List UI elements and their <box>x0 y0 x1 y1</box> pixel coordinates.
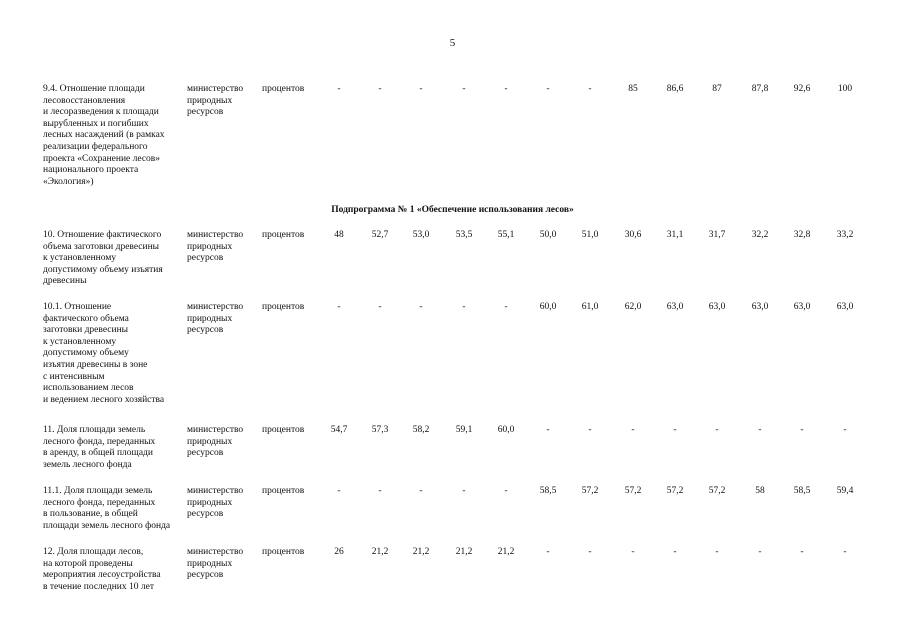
year-value: - <box>715 425 719 435</box>
year-value: - <box>588 425 592 435</box>
year-value: 63,0 <box>708 302 726 312</box>
year-value: 21,2 <box>497 547 515 557</box>
year-value: 58 <box>755 486 765 496</box>
year-value: 85 <box>628 84 638 94</box>
year-value: 60,0 <box>539 302 557 312</box>
year-value: - <box>758 425 762 435</box>
responsible-executor: министерство природных ресурсов <box>187 302 244 336</box>
year-value: 32,8 <box>793 230 811 240</box>
year-value: 33,2 <box>836 230 854 240</box>
year-value: - <box>337 84 341 94</box>
year-value: - <box>843 547 847 557</box>
year-value: 57,2 <box>581 486 599 496</box>
year-value: 63,0 <box>793 302 811 312</box>
year-value: 60,0 <box>497 425 515 435</box>
year-value: 57,3 <box>371 425 389 435</box>
year-value: - <box>631 547 635 557</box>
responsible-executor: министерство природных ресурсов <box>187 486 244 520</box>
year-value: 62,0 <box>624 302 642 312</box>
year-value: - <box>673 425 677 435</box>
year-value: 63,0 <box>666 302 684 312</box>
year-value: 26 <box>334 547 344 557</box>
year-value: - <box>504 302 508 312</box>
responsible-executor: министерство природных ресурсов <box>187 230 244 264</box>
year-value: 63,0 <box>836 302 854 312</box>
year-value: - <box>588 84 592 94</box>
year-value: 59,4 <box>836 486 854 496</box>
year-value: 30,6 <box>624 230 642 240</box>
year-value: - <box>419 486 423 496</box>
indicator-name: 10.1. Отношение фактического объема заготовки древесины к установленному допустимому объему изъятия древесины в зоне с интенсивным использованием лесов и ведением лесного хозяйства <box>43 302 165 405</box>
year-value: 87,8 <box>751 84 769 94</box>
responsible-executor: министерство природных ресурсов <box>187 425 244 459</box>
indicator-name: 9.4. Отношение площади лесовосстановления и лесоразведения к площади вырубленных и погибших лесных насаждений (в рамках реализации федерального проекта «Сохранение лесов» национального проекта «Экология») <box>43 84 165 187</box>
indicator-name: 12. Доля площади лесов, на которой проведены мероприятия лесоустройства в течение последних 10 лет <box>43 547 161 592</box>
year-value: 58,2 <box>412 425 430 435</box>
year-value: 51,0 <box>581 230 599 240</box>
unit-of-measure: процентов <box>262 547 305 557</box>
unit-of-measure: процентов <box>262 486 305 496</box>
year-value: - <box>715 547 719 557</box>
year-value: 63,0 <box>751 302 769 312</box>
year-value: 50,0 <box>539 230 557 240</box>
year-value: - <box>546 425 550 435</box>
year-value: 54,7 <box>330 425 348 435</box>
year-value: - <box>462 486 466 496</box>
year-value: - <box>588 547 592 557</box>
year-value: 32,2 <box>751 230 769 240</box>
section-title: Подпрограмма № 1 «Обеспечение использования лесов» <box>331 205 574 215</box>
year-value: 57,2 <box>708 486 726 496</box>
year-value: 87 <box>712 84 722 94</box>
year-value: - <box>843 425 847 435</box>
year-value: - <box>462 84 466 94</box>
year-value: 55,1 <box>497 230 515 240</box>
year-value: 92,6 <box>793 84 811 94</box>
year-value: - <box>758 547 762 557</box>
year-value: 61,0 <box>581 302 599 312</box>
indicator-name: 11. Доля площади земель лесного фонда, переданных в аренду, в общей площади земель лесного фонда <box>43 425 156 470</box>
year-value: 48 <box>334 230 344 240</box>
indicator-name: 11.1. Доля площади земель лесного фонда, переданных в пользование, в общей площади земель лесного фонда <box>43 486 171 531</box>
year-value: 86,6 <box>666 84 684 94</box>
year-value: - <box>419 84 423 94</box>
year-value: - <box>419 302 423 312</box>
year-value: - <box>504 486 508 496</box>
unit-of-measure: процентов <box>262 425 305 435</box>
year-value: 59,1 <box>455 425 473 435</box>
year-value: - <box>378 84 382 94</box>
year-value: - <box>378 302 382 312</box>
year-value: 57,2 <box>624 486 642 496</box>
indicator-name: 10. Отношение фактического объема заготовки древесины к установленному допустимому объему изъятия древесины <box>43 230 163 287</box>
year-value: - <box>673 547 677 557</box>
year-value: 53,0 <box>412 230 430 240</box>
unit-of-measure: процентов <box>262 230 305 240</box>
year-value: - <box>800 425 804 435</box>
unit-of-measure: процентов <box>262 302 305 312</box>
year-value: 100 <box>837 84 853 94</box>
year-value: 53,5 <box>455 230 473 240</box>
year-value: - <box>504 84 508 94</box>
year-value: - <box>546 84 550 94</box>
year-value: - <box>546 547 550 557</box>
page-number: 5 <box>449 37 456 49</box>
year-value: 58,5 <box>539 486 557 496</box>
year-value: - <box>337 486 341 496</box>
year-value: - <box>378 486 382 496</box>
year-value: 58,5 <box>793 486 811 496</box>
year-value: 57,2 <box>666 486 684 496</box>
year-value: - <box>631 425 635 435</box>
year-value: - <box>462 302 466 312</box>
year-value: - <box>800 547 804 557</box>
year-value: 21,2 <box>412 547 430 557</box>
responsible-executor: министерство природных ресурсов <box>187 547 244 581</box>
year-value: 31,7 <box>708 230 726 240</box>
unit-of-measure: процентов <box>262 84 305 94</box>
year-value: 21,2 <box>371 547 389 557</box>
year-value: 31,1 <box>666 230 684 240</box>
year-value: 21,2 <box>455 547 473 557</box>
responsible-executor: министерство природных ресурсов <box>187 84 244 118</box>
year-value: - <box>337 302 341 312</box>
year-value: 52,7 <box>371 230 389 240</box>
